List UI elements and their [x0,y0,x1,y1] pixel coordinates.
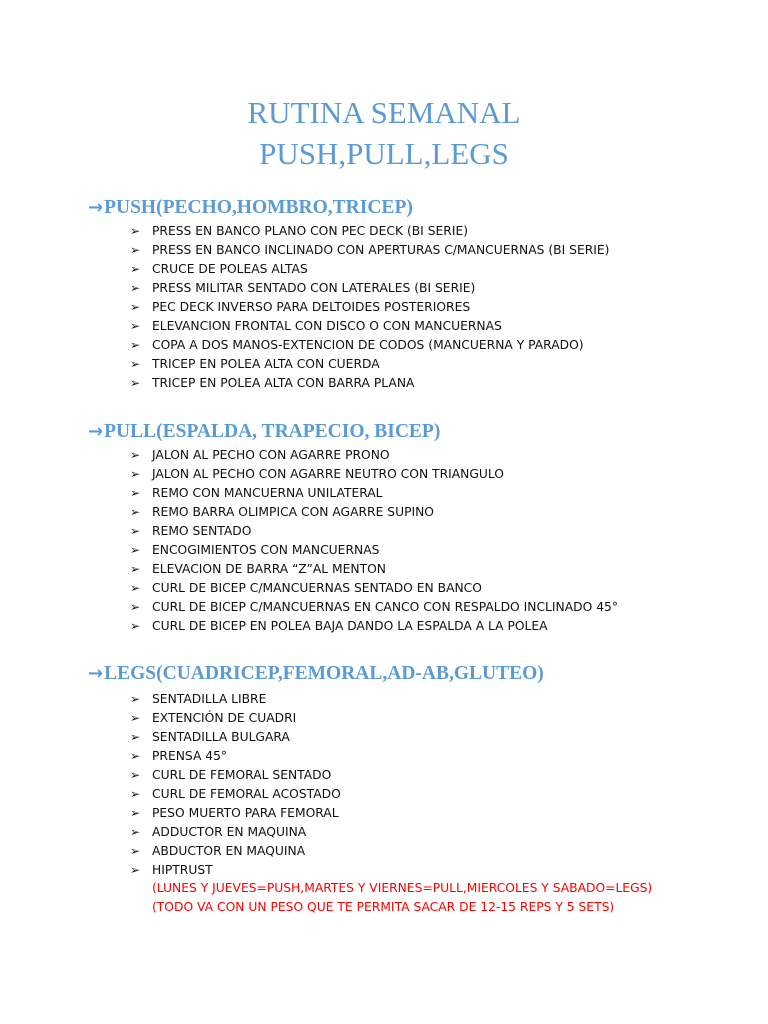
list-item [0,465,768,484]
arrowhead-bullet-icon: ➢ [130,711,141,725]
list-item [0,617,768,636]
exercise-label: CURL DE FEMORAL SENTADO [152,768,332,782]
list-item [0,785,768,804]
arrowhead-bullet-icon: ➢ [130,768,141,782]
arrowhead-bullet-icon: ➢ [130,562,141,576]
list-item [0,861,768,880]
arrowhead-bullet-icon: ➢ [130,486,141,500]
exercise-label: CURL DE FEMORAL ACOSTADO [152,787,341,801]
arrowhead-bullet-icon: ➢ [130,281,141,295]
exercise-label: CRUCE DE POLEAS ALTAS [152,262,308,276]
exercise-label: CURL DE BICEP C/MANCUERNAS EN CANCO CON RESPALDO INCLINADO 45° [152,600,618,614]
section-heading-text: LEGS(CUADRICEP,FEMORAL,AD-AB,GLUTEO) [104,663,544,684]
exercise-label: PRESS EN BANCO INCLINADO CON APERTURAS C/MANCUERNAS (BI SERIE) [152,243,610,257]
arrowhead-bullet-icon: ➢ [130,262,141,276]
arrowhead-bullet-icon: ➢ [130,581,141,595]
list-item [0,484,768,503]
arrowhead-bullet-icon: ➢ [130,543,141,557]
arrowhead-bullet-icon: ➢ [130,448,141,462]
list-item [0,747,768,766]
list-item [0,598,768,617]
list-item [0,541,768,560]
exercise-label: PESO MUERTO PARA FEMORAL [152,806,339,820]
arrowhead-bullet-icon: ➢ [130,692,141,706]
exercise-label: SENTADILLA BULGARA [152,730,290,744]
exercise-label: ELEVACION DE BARRA “Z”AL MENTON [152,562,386,576]
list-item [0,728,768,747]
list-item [0,446,768,465]
reps-sets-note: (TODO VA CON UN PESO QUE TE PERMITA SACAR DE 12-15 REPS Y 5 SETS) [152,900,615,914]
arrowhead-bullet-icon: ➢ [130,600,141,614]
exercise-label: CURL DE BICEP C/MANCUERNAS SENTADO EN BANCO [152,581,482,595]
exercise-label: COPA A DOS MANOS-EXTENCION DE CODOS (MANCUERNA Y PARADO) [152,338,584,352]
arrowhead-bullet-icon: ➢ [130,224,141,238]
list-item [0,842,768,861]
exercise-label: HIPTRUST [152,863,213,877]
right-arrow-icon: → [88,663,104,684]
list-item [0,804,768,823]
exercise-label: REMO CON MANCUERNA UNILATERAL [152,486,383,500]
arrowhead-bullet-icon: ➢ [130,467,141,481]
arrowhead-bullet-icon: ➢ [130,619,141,633]
schedule-note: (LUNES Y JUEVES=PUSH,MARTES Y VIERNES=PULL,MIERCOLES Y SABADO=LEGS) [152,881,653,895]
exercise-label: CURL DE BICEP EN POLEA BAJA DANDO LA ESPALDA A LA POLEA [152,619,548,633]
exercise-label: PRESS MILITAR SENTADO CON LATERALES (BI SERIE) [152,281,476,295]
arrowhead-bullet-icon: ➢ [130,505,141,519]
arrowhead-bullet-icon: ➢ [130,730,141,744]
right-arrow-icon: → [88,197,104,218]
arrowhead-bullet-icon: ➢ [130,300,141,314]
list-item [0,241,768,260]
exercise-label: REMO BARRA OLIMPICA CON AGARRE SUPINO [152,505,434,519]
exercise-label: EXTENCIÓN DE CUADRI [152,711,297,725]
list-item [0,579,768,598]
section-heading-text: PUSH(PECHO,HOMBRO,TRICEP) [104,197,413,218]
list-item [0,503,768,522]
list-item [0,823,768,842]
list-item [0,317,768,336]
exercise-label: ENCOGIMIENTOS CON MANCUERNAS [152,543,380,557]
arrowhead-bullet-icon: ➢ [130,357,141,371]
list-item [0,298,768,317]
list-item [0,374,768,393]
list-item [0,766,768,785]
arrowhead-bullet-icon: ➢ [130,243,141,257]
arrowhead-bullet-icon: ➢ [130,524,141,538]
arrowhead-bullet-icon: ➢ [130,338,141,352]
page-title-line1: RUTINA SEMANAL [247,95,521,130]
arrowhead-bullet-icon: ➢ [130,863,141,877]
arrowhead-bullet-icon: ➢ [130,844,141,858]
list-item [0,690,768,709]
exercise-list-push [0,222,768,393]
section-heading-pull [88,420,440,444]
section-heading-legs [88,662,544,686]
exercise-label: ELEVANCION FRONTAL CON DISCO O CON MANCUERNAS [152,319,502,333]
section-heading-push [88,196,413,220]
arrowhead-bullet-icon: ➢ [130,825,141,839]
list-item [0,355,768,374]
exercise-label: PEC DECK INVERSO PARA DELTOIDES POSTERIORES [152,300,471,314]
list-item [0,222,768,241]
exercise-list-pull [0,446,768,636]
exercise-label: TRICEP EN POLEA ALTA CON BARRA PLANA [152,376,415,390]
right-arrow-icon: → [88,421,104,442]
exercise-label: JALON AL PECHO CON AGARRE PRONO [152,448,390,462]
section-heading-text: PULL(ESPALDA, TRAPECIO, BICEP) [104,421,441,442]
exercise-label: REMO SENTADO [152,524,252,538]
arrowhead-bullet-icon: ➢ [130,787,141,801]
list-item [0,560,768,579]
arrowhead-bullet-icon: ➢ [130,806,141,820]
exercise-label: TRICEP EN POLEA ALTA CON CUERDA [152,357,380,371]
list-item [0,709,768,728]
exercise-label: JALON AL PECHO CON AGARRE NEUTRO CON TRIANGULO [152,467,504,481]
exercise-label: PRESS EN BANCO PLANO CON PEC DECK (BI SERIE) [152,224,469,238]
page-title-line2: PUSH,PULL,LEGS [259,136,509,171]
exercise-label: ADDUCTOR EN MAQUINA [152,825,307,839]
arrowhead-bullet-icon: ➢ [130,749,141,763]
exercise-label: ABDUCTOR EN MAQUINA [152,844,306,858]
arrowhead-bullet-icon: ➢ [130,319,141,333]
list-item [0,260,768,279]
list-item [0,336,768,355]
exercise-list-legs [0,690,768,880]
arrowhead-bullet-icon: ➢ [130,376,141,390]
list-item [0,279,768,298]
exercise-label: SENTADILLA LIBRE [152,692,267,706]
exercise-label: PRENSA 45° [152,749,228,763]
list-item [0,522,768,541]
